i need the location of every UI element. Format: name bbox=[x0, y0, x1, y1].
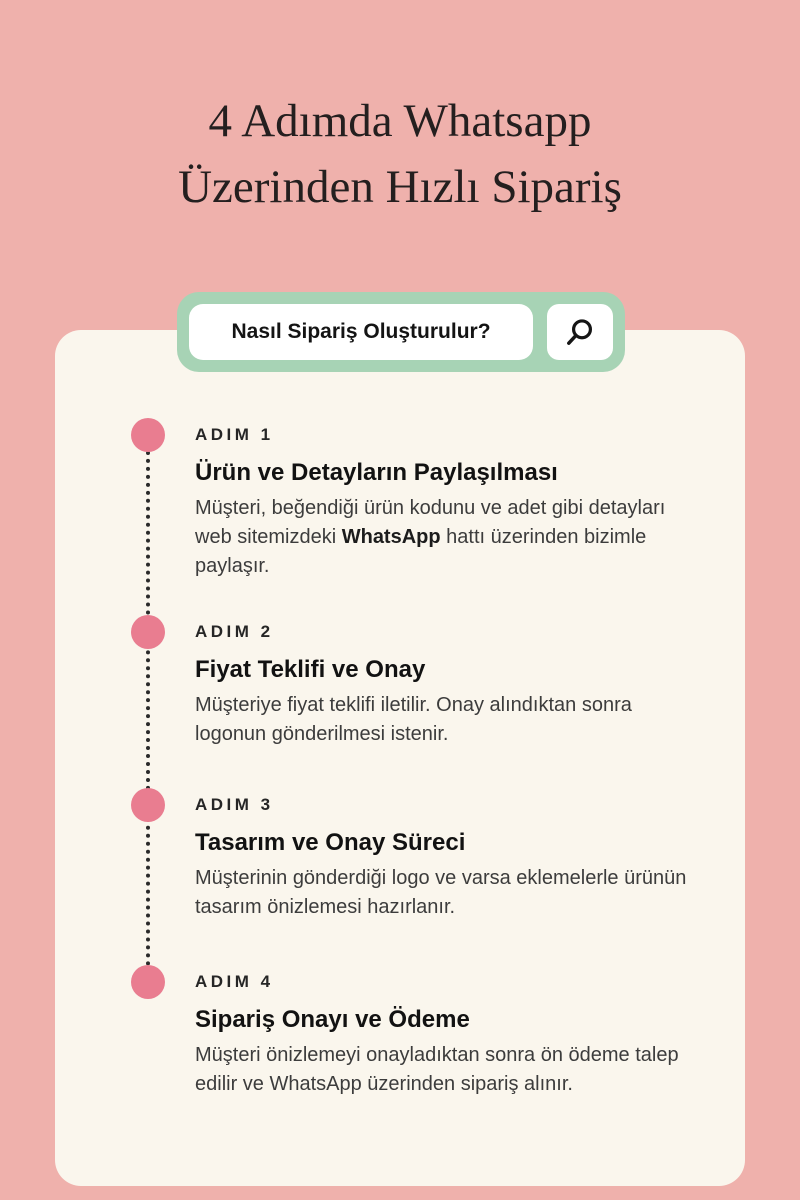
step-content bbox=[195, 615, 691, 749]
body-text: Müşterinin gönderdiği logo ve varsa eklemelerle ürünün tasarım önizlemesi hazırlanır. bbox=[195, 867, 687, 918]
timeline-dot bbox=[131, 615, 165, 649]
page-title bbox=[0, 88, 800, 220]
step-content bbox=[195, 965, 691, 1099]
step-description bbox=[195, 691, 691, 749]
timeline-dot bbox=[131, 965, 165, 999]
timeline-dot bbox=[131, 418, 165, 452]
step-label: ADIM 1 bbox=[195, 425, 274, 444]
body-text: hattı üzerinden bizimle paylaşır. bbox=[195, 526, 647, 577]
step-item-3 bbox=[131, 788, 691, 922]
step-heading: Tasarım ve Onay Süreci bbox=[195, 829, 466, 856]
search-icon bbox=[564, 316, 596, 348]
step-label: ADIM 2 bbox=[195, 622, 274, 641]
step-description bbox=[195, 864, 691, 922]
timeline-dot bbox=[131, 788, 165, 822]
step-description bbox=[195, 1041, 691, 1099]
search-bar bbox=[177, 292, 625, 372]
step-item-4 bbox=[131, 965, 691, 1099]
title-line-2: Üzerinden Hızlı Sipariş bbox=[178, 161, 622, 213]
search-button[interactable] bbox=[547, 304, 613, 360]
body-bold-text: WhatsApp bbox=[341, 526, 441, 548]
search-question[interactable]: Nasıl Sipariş Oluşturulur? bbox=[189, 304, 533, 360]
step-heading: Sipariş Onayı ve Ödeme bbox=[195, 1006, 470, 1033]
body-text: Müşteri önizlemeyi onayladıktan sonra ön ödeme talep edilir ve WhatsApp üzerinden sipariş alınır. bbox=[195, 1044, 679, 1095]
step-content bbox=[195, 788, 691, 922]
step-heading: Fiyat Teklifi ve Onay bbox=[195, 656, 426, 683]
step-content bbox=[195, 418, 691, 581]
step-item-1 bbox=[131, 418, 691, 581]
step-label: ADIM 3 bbox=[195, 795, 274, 814]
step-description bbox=[195, 494, 691, 581]
step-label: ADIM 4 bbox=[195, 972, 274, 991]
body-text: Müşteriye fiyat teklifi iletilir. Onay alındıktan sonra logonun gönderilmesi istenir. bbox=[195, 694, 632, 745]
step-item-2 bbox=[131, 615, 691, 749]
step-heading: Ürün ve Detayların Paylaşılması bbox=[195, 459, 558, 486]
title-line-1: 4 Adımda Whatsapp bbox=[208, 95, 592, 147]
body-text: Müşteri, beğendiği ürün kodunu ve adet gibi detayları web sitemizdeki bbox=[195, 497, 666, 548]
